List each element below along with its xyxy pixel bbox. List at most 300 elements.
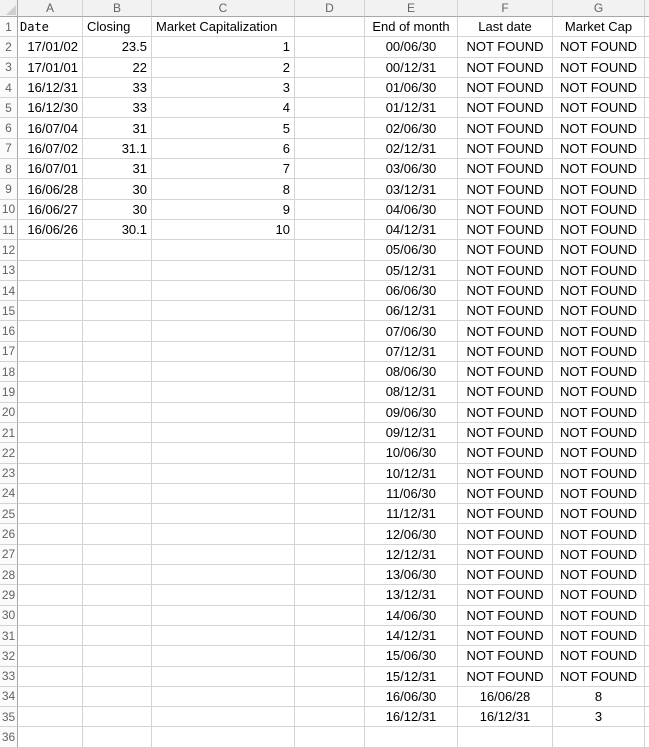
cell-E24[interactable]: 11/06/30	[365, 484, 458, 504]
cell-E33[interactable]: 15/12/31	[365, 667, 458, 687]
cell-A22[interactable]	[18, 443, 83, 463]
cell-G33[interactable]: NOT FOUND	[553, 667, 645, 687]
cell-F22[interactable]: NOT FOUND	[458, 443, 553, 463]
row-header-20[interactable]: 20	[0, 403, 18, 423]
cell-F21[interactable]: NOT FOUND	[458, 423, 553, 443]
cell-E34[interactable]: 16/06/30	[365, 687, 458, 707]
cell-G30[interactable]: NOT FOUND	[553, 606, 645, 626]
cell-A15[interactable]	[18, 301, 83, 321]
cell-D20[interactable]	[295, 403, 365, 423]
cell-D34[interactable]	[295, 687, 365, 707]
cell-B31[interactable]	[83, 626, 152, 646]
row-header-26[interactable]: 26	[0, 524, 18, 544]
column-header-D[interactable]: D	[295, 0, 365, 17]
select-all-triangle-icon	[6, 5, 16, 15]
cell-E3[interactable]: 00/12/31	[365, 58, 458, 78]
cell-F16[interactable]: NOT FOUND	[458, 321, 553, 341]
cell-E5[interactable]: 01/12/31	[365, 98, 458, 118]
cell-B11[interactable]: 30.1	[83, 220, 152, 240]
cell-F23[interactable]: NOT FOUND	[458, 464, 553, 484]
cell-G2[interactable]: NOT FOUND	[553, 37, 645, 57]
cell-B1[interactable]: Closing	[83, 17, 152, 37]
cell-C28[interactable]	[152, 565, 295, 585]
row-header-19[interactable]: 19	[0, 382, 18, 402]
cell-D27[interactable]	[295, 545, 365, 565]
cell-B36[interactable]	[83, 727, 152, 747]
cell-E6[interactable]: 02/06/30	[365, 118, 458, 138]
cell-D12[interactable]	[295, 240, 365, 260]
cell-G16[interactable]: NOT FOUND	[553, 321, 645, 341]
row-header-24[interactable]: 24	[0, 484, 18, 504]
cell-B10[interactable]: 30	[83, 200, 152, 220]
cell-F8[interactable]: NOT FOUND	[458, 159, 553, 179]
cell-C35[interactable]	[152, 707, 295, 727]
cell-F24[interactable]: NOT FOUND	[458, 484, 553, 504]
row-header-16[interactable]: 16	[0, 321, 18, 341]
cell-B33[interactable]	[83, 667, 152, 687]
cell-G35[interactable]: 3	[553, 707, 645, 727]
cell-C3[interactable]: 2	[152, 58, 295, 78]
cell-B23[interactable]	[83, 464, 152, 484]
cell-B12[interactable]	[83, 240, 152, 260]
cell-B34[interactable]	[83, 687, 152, 707]
cell-G10[interactable]: NOT FOUND	[553, 200, 645, 220]
cell-C14[interactable]	[152, 281, 295, 301]
cell-B9[interactable]: 30	[83, 179, 152, 199]
cell-B20[interactable]	[83, 403, 152, 423]
cell-F17[interactable]: NOT FOUND	[458, 342, 553, 362]
row-header-10[interactable]: 10	[0, 200, 18, 220]
cell-B24[interactable]	[83, 484, 152, 504]
cell-A30[interactable]	[18, 606, 83, 626]
cell-A13[interactable]	[18, 261, 83, 281]
cell-D29[interactable]	[295, 585, 365, 605]
cell-G13[interactable]: NOT FOUND	[553, 261, 645, 281]
cell-A24[interactable]	[18, 484, 83, 504]
cell-G8[interactable]: NOT FOUND	[553, 159, 645, 179]
cell-C29[interactable]	[152, 585, 295, 605]
cell-F1[interactable]: Last date	[458, 17, 553, 37]
cell-C33[interactable]	[152, 667, 295, 687]
cell-E15[interactable]: 06/12/31	[365, 301, 458, 321]
cell-C22[interactable]	[152, 443, 295, 463]
row-header-4[interactable]: 4	[0, 78, 18, 98]
cell-C19[interactable]	[152, 382, 295, 402]
cell-A11[interactable]: 16/06/26	[18, 220, 83, 240]
cell-D13[interactable]	[295, 261, 365, 281]
cell-C9[interactable]: 8	[152, 179, 295, 199]
cell-D10[interactable]	[295, 200, 365, 220]
cell-B2[interactable]: 23.5	[83, 37, 152, 57]
cell-C34[interactable]	[152, 687, 295, 707]
cell-C6[interactable]: 5	[152, 118, 295, 138]
cell-C11[interactable]: 10	[152, 220, 295, 240]
row-header-36[interactable]: 36	[0, 727, 18, 747]
row-header-25[interactable]: 25	[0, 504, 18, 524]
cell-G27[interactable]: NOT FOUND	[553, 545, 645, 565]
row-header-22[interactable]: 22	[0, 443, 18, 463]
cell-G24[interactable]: NOT FOUND	[553, 484, 645, 504]
cell-D11[interactable]	[295, 220, 365, 240]
cell-A12[interactable]	[18, 240, 83, 260]
cell-E36[interactable]	[365, 727, 458, 747]
cell-D23[interactable]	[295, 464, 365, 484]
cell-G34[interactable]: 8	[553, 687, 645, 707]
row-header-21[interactable]: 21	[0, 423, 18, 443]
column-header-B[interactable]: B	[83, 0, 152, 17]
cell-filler-34	[645, 687, 649, 707]
cell-A9[interactable]: 16/06/28	[18, 179, 83, 199]
cell-A19[interactable]	[18, 382, 83, 402]
cell-A23[interactable]	[18, 464, 83, 484]
cell-F30[interactable]: NOT FOUND	[458, 606, 553, 626]
cell-D35[interactable]	[295, 707, 365, 727]
cell-C2[interactable]: 1	[152, 37, 295, 57]
row-header-18[interactable]: 18	[0, 362, 18, 382]
column-header-C[interactable]: C	[152, 0, 295, 17]
cell-A34[interactable]	[18, 687, 83, 707]
cell-A3[interactable]: 17/01/01	[18, 58, 83, 78]
cell-A4[interactable]: 16/12/31	[18, 78, 83, 98]
cell-E31[interactable]: 14/12/31	[365, 626, 458, 646]
cell-D22[interactable]	[295, 443, 365, 463]
row-header-8[interactable]: 8	[0, 159, 18, 179]
cell-B4[interactable]: 33	[83, 78, 152, 98]
cell-A6[interactable]: 16/07/04	[18, 118, 83, 138]
cell-D33[interactable]	[295, 667, 365, 687]
cell-C7[interactable]: 6	[152, 139, 295, 159]
cell-G19[interactable]: NOT FOUND	[553, 382, 645, 402]
cell-E25[interactable]: 11/12/31	[365, 504, 458, 524]
cell-C20[interactable]	[152, 403, 295, 423]
cell-A25[interactable]	[18, 504, 83, 524]
cell-B29[interactable]	[83, 585, 152, 605]
row-header-1[interactable]: 1	[0, 17, 18, 37]
cell-D36[interactable]	[295, 727, 365, 747]
cell-E29[interactable]: 13/12/31	[365, 585, 458, 605]
cell-filler-16	[645, 321, 649, 341]
cell-B7[interactable]: 31.1	[83, 139, 152, 159]
column-header-A[interactable]: A	[18, 0, 83, 17]
row-header-13[interactable]: 13	[0, 261, 18, 281]
cell-G6[interactable]: NOT FOUND	[553, 118, 645, 138]
cell-G12[interactable]: NOT FOUND	[553, 240, 645, 260]
cell-G25[interactable]: NOT FOUND	[553, 504, 645, 524]
cell-E21[interactable]: 09/12/31	[365, 423, 458, 443]
cell-F20[interactable]: NOT FOUND	[458, 403, 553, 423]
cell-B32[interactable]	[83, 646, 152, 666]
cell-A31[interactable]	[18, 626, 83, 646]
cell-C16[interactable]	[152, 321, 295, 341]
cell-C30[interactable]	[152, 606, 295, 626]
cell-G23[interactable]: NOT FOUND	[553, 464, 645, 484]
cell-F11[interactable]: NOT FOUND	[458, 220, 553, 240]
cell-F34[interactable]: 16/06/28	[458, 687, 553, 707]
row-header-2[interactable]: 2	[0, 37, 18, 57]
cell-F4[interactable]: NOT FOUND	[458, 78, 553, 98]
row-header-27[interactable]: 27	[0, 545, 18, 565]
cell-F19[interactable]: NOT FOUND	[458, 382, 553, 402]
cell-D7[interactable]	[295, 139, 365, 159]
cell-F33[interactable]: NOT FOUND	[458, 667, 553, 687]
cell-A27[interactable]	[18, 545, 83, 565]
cell-B21[interactable]	[83, 423, 152, 443]
cell-E23[interactable]: 10/12/31	[365, 464, 458, 484]
cell-G17[interactable]: NOT FOUND	[553, 342, 645, 362]
cell-E35[interactable]: 16/12/31	[365, 707, 458, 727]
cell-A8[interactable]: 16/07/01	[18, 159, 83, 179]
cell-E20[interactable]: 09/06/30	[365, 403, 458, 423]
row-header-11[interactable]: 11	[0, 220, 18, 240]
cell-D26[interactable]	[295, 524, 365, 544]
cell-A2[interactable]: 17/01/02	[18, 37, 83, 57]
cell-B13[interactable]	[83, 261, 152, 281]
cell-B16[interactable]	[83, 321, 152, 341]
cell-D2[interactable]	[295, 37, 365, 57]
cell-A26[interactable]	[18, 524, 83, 544]
cell-B28[interactable]	[83, 565, 152, 585]
row-header-7[interactable]: 7	[0, 139, 18, 159]
column-header-F[interactable]: F	[458, 0, 553, 17]
cell-E8[interactable]: 03/06/30	[365, 159, 458, 179]
cell-D21[interactable]	[295, 423, 365, 443]
row-header-32[interactable]: 32	[0, 646, 18, 666]
cell-E1[interactable]: End of month	[365, 17, 458, 37]
cell-B19[interactable]	[83, 382, 152, 402]
cell-D6[interactable]	[295, 118, 365, 138]
cell-G9[interactable]: NOT FOUND	[553, 179, 645, 199]
cell-D28[interactable]	[295, 565, 365, 585]
row-header-29[interactable]: 29	[0, 585, 18, 605]
row-header-15[interactable]: 15	[0, 301, 18, 321]
cell-F28[interactable]: NOT FOUND	[458, 565, 553, 585]
row-header-33[interactable]: 33	[0, 667, 18, 687]
cell-G29[interactable]: NOT FOUND	[553, 585, 645, 605]
cell-C23[interactable]	[152, 464, 295, 484]
cell-F32[interactable]: NOT FOUND	[458, 646, 553, 666]
row-header-6[interactable]: 6	[0, 118, 18, 138]
cell-filler-7	[645, 139, 649, 159]
cell-F9[interactable]: NOT FOUND	[458, 179, 553, 199]
cell-C24[interactable]	[152, 484, 295, 504]
cell-B6[interactable]: 31	[83, 118, 152, 138]
cell-C21[interactable]	[152, 423, 295, 443]
cell-D31[interactable]	[295, 626, 365, 646]
cell-D32[interactable]	[295, 646, 365, 666]
cell-E17[interactable]: 07/12/31	[365, 342, 458, 362]
cell-A5[interactable]: 16/12/30	[18, 98, 83, 118]
cell-B27[interactable]	[83, 545, 152, 565]
cell-E9[interactable]: 03/12/31	[365, 179, 458, 199]
cell-E32[interactable]: 15/06/30	[365, 646, 458, 666]
cell-G20[interactable]: NOT FOUND	[553, 403, 645, 423]
cell-G36[interactable]	[553, 727, 645, 747]
cell-C5[interactable]: 4	[152, 98, 295, 118]
cell-F2[interactable]: NOT FOUND	[458, 37, 553, 57]
cell-C12[interactable]	[152, 240, 295, 260]
cell-C15[interactable]	[152, 301, 295, 321]
cell-G11[interactable]: NOT FOUND	[553, 220, 645, 240]
cell-A28[interactable]	[18, 565, 83, 585]
cell-E22[interactable]: 10/06/30	[365, 443, 458, 463]
cell-C10[interactable]: 9	[152, 200, 295, 220]
cell-G18[interactable]: NOT FOUND	[553, 362, 645, 382]
cell-C18[interactable]	[152, 362, 295, 382]
cell-F18[interactable]: NOT FOUND	[458, 362, 553, 382]
cell-E4[interactable]: 01/06/30	[365, 78, 458, 98]
cell-G31[interactable]: NOT FOUND	[553, 626, 645, 646]
cell-F25[interactable]: NOT FOUND	[458, 504, 553, 524]
cell-D17[interactable]	[295, 342, 365, 362]
cell-C25[interactable]	[152, 504, 295, 524]
row-header-31[interactable]: 31	[0, 626, 18, 646]
row-header-5[interactable]: 5	[0, 98, 18, 118]
cell-E30[interactable]: 14/06/30	[365, 606, 458, 626]
cell-F12[interactable]: NOT FOUND	[458, 240, 553, 260]
cell-C8[interactable]: 7	[152, 159, 295, 179]
cell-D3[interactable]	[295, 58, 365, 78]
cell-G28[interactable]: NOT FOUND	[553, 565, 645, 585]
cell-F3[interactable]: NOT FOUND	[458, 58, 553, 78]
cell-A7[interactable]: 16/07/02	[18, 139, 83, 159]
cell-F6[interactable]: NOT FOUND	[458, 118, 553, 138]
select-all-corner[interactable]	[0, 0, 18, 17]
cell-D19[interactable]	[295, 382, 365, 402]
cell-E19[interactable]: 08/12/31	[365, 382, 458, 402]
cell-G15[interactable]: NOT FOUND	[553, 301, 645, 321]
cell-E7[interactable]: 02/12/31	[365, 139, 458, 159]
cell-A16[interactable]	[18, 321, 83, 341]
cell-F27[interactable]: NOT FOUND	[458, 545, 553, 565]
cell-A18[interactable]	[18, 362, 83, 382]
cell-B30[interactable]	[83, 606, 152, 626]
cell-C17[interactable]	[152, 342, 295, 362]
cell-G26[interactable]: NOT FOUND	[553, 524, 645, 544]
cell-D8[interactable]	[295, 159, 365, 179]
cell-D1[interactable]	[295, 17, 365, 37]
cell-G7[interactable]: NOT FOUND	[553, 139, 645, 159]
cell-A10[interactable]: 16/06/27	[18, 200, 83, 220]
row-header-12[interactable]: 12	[0, 240, 18, 260]
row-header-35[interactable]: 35	[0, 707, 18, 727]
cell-F35[interactable]: 16/12/31	[458, 707, 553, 727]
cell-F15[interactable]: NOT FOUND	[458, 301, 553, 321]
cell-A20[interactable]	[18, 403, 83, 423]
row-header-17[interactable]: 17	[0, 342, 18, 362]
cell-C4[interactable]: 3	[152, 78, 295, 98]
cell-G5[interactable]: NOT FOUND	[553, 98, 645, 118]
cell-E28[interactable]: 13/06/30	[365, 565, 458, 585]
cell-F26[interactable]: NOT FOUND	[458, 524, 553, 544]
cell-C13[interactable]	[152, 261, 295, 281]
cell-G21[interactable]: NOT FOUND	[553, 423, 645, 443]
cell-B5[interactable]: 33	[83, 98, 152, 118]
cell-B22[interactable]	[83, 443, 152, 463]
cell-B18[interactable]	[83, 362, 152, 382]
cell-E11[interactable]: 04/12/31	[365, 220, 458, 240]
cell-G22[interactable]: NOT FOUND	[553, 443, 645, 463]
cell-A17[interactable]	[18, 342, 83, 362]
cell-A21[interactable]	[18, 423, 83, 443]
cell-E26[interactable]: 12/06/30	[365, 524, 458, 544]
cell-A32[interactable]	[18, 646, 83, 666]
cell-F29[interactable]: NOT FOUND	[458, 585, 553, 605]
cell-D24[interactable]	[295, 484, 365, 504]
cell-B14[interactable]	[83, 281, 152, 301]
cell-E10[interactable]: 04/06/30	[365, 200, 458, 220]
row-header-28[interactable]: 28	[0, 565, 18, 585]
cell-B25[interactable]	[83, 504, 152, 524]
cell-F14[interactable]: NOT FOUND	[458, 281, 553, 301]
row-header-9[interactable]: 9	[0, 179, 18, 199]
cell-E16[interactable]: 07/06/30	[365, 321, 458, 341]
cell-A35[interactable]	[18, 707, 83, 727]
cell-D5[interactable]	[295, 98, 365, 118]
cell-G14[interactable]: NOT FOUND	[553, 281, 645, 301]
cell-E18[interactable]: 08/06/30	[365, 362, 458, 382]
cell-E14[interactable]: 06/06/30	[365, 281, 458, 301]
cell-B17[interactable]	[83, 342, 152, 362]
cell-E27[interactable]: 12/12/31	[365, 545, 458, 565]
cell-D9[interactable]	[295, 179, 365, 199]
cell-E12[interactable]: 05/06/30	[365, 240, 458, 260]
cell-A14[interactable]	[18, 281, 83, 301]
row-header-3[interactable]: 3	[0, 58, 18, 78]
cell-D16[interactable]	[295, 321, 365, 341]
row-header-23[interactable]: 23	[0, 464, 18, 484]
cell-D25[interactable]	[295, 504, 365, 524]
cell-F7[interactable]: NOT FOUND	[458, 139, 553, 159]
cell-G1[interactable]: Market Cap	[553, 17, 645, 37]
cell-B15[interactable]	[83, 301, 152, 321]
cell-D15[interactable]	[295, 301, 365, 321]
column-header-G[interactable]: G	[553, 0, 645, 17]
cell-E13[interactable]: 05/12/31	[365, 261, 458, 281]
row-header-14[interactable]: 14	[0, 281, 18, 301]
cell-B3[interactable]: 22	[83, 58, 152, 78]
cell-B8[interactable]: 31	[83, 159, 152, 179]
cell-B26[interactable]	[83, 524, 152, 544]
cell-D30[interactable]	[295, 606, 365, 626]
cell-C36[interactable]	[152, 727, 295, 747]
column-header-E[interactable]: E	[365, 0, 458, 17]
cell-A29[interactable]	[18, 585, 83, 605]
cell-F13[interactable]: NOT FOUND	[458, 261, 553, 281]
cell-F36[interactable]	[458, 727, 553, 747]
cell-E2[interactable]: 00/06/30	[365, 37, 458, 57]
cell-C27[interactable]	[152, 545, 295, 565]
cell-F5[interactable]: NOT FOUND	[458, 98, 553, 118]
cell-D4[interactable]	[295, 78, 365, 98]
cell-B35[interactable]	[83, 707, 152, 727]
cell-F10[interactable]: NOT FOUND	[458, 200, 553, 220]
row-header-34[interactable]: 34	[0, 687, 18, 707]
cell-C1[interactable]: Market Capitalization	[152, 17, 295, 37]
cell-G4[interactable]: NOT FOUND	[553, 78, 645, 98]
cell-D14[interactable]	[295, 281, 365, 301]
cell-A36[interactable]	[18, 727, 83, 747]
cell-C26[interactable]	[152, 524, 295, 544]
cell-C31[interactable]	[152, 626, 295, 646]
cell-C32[interactable]	[152, 646, 295, 666]
cell-G32[interactable]: NOT FOUND	[553, 646, 645, 666]
cell-F31[interactable]: NOT FOUND	[458, 626, 553, 646]
cell-D18[interactable]	[295, 362, 365, 382]
row-header-30[interactable]: 30	[0, 606, 18, 626]
cell-A33[interactable]	[18, 667, 83, 687]
cell-G3[interactable]: NOT FOUND	[553, 58, 645, 78]
cell-A1[interactable]: Date	[18, 17, 83, 37]
